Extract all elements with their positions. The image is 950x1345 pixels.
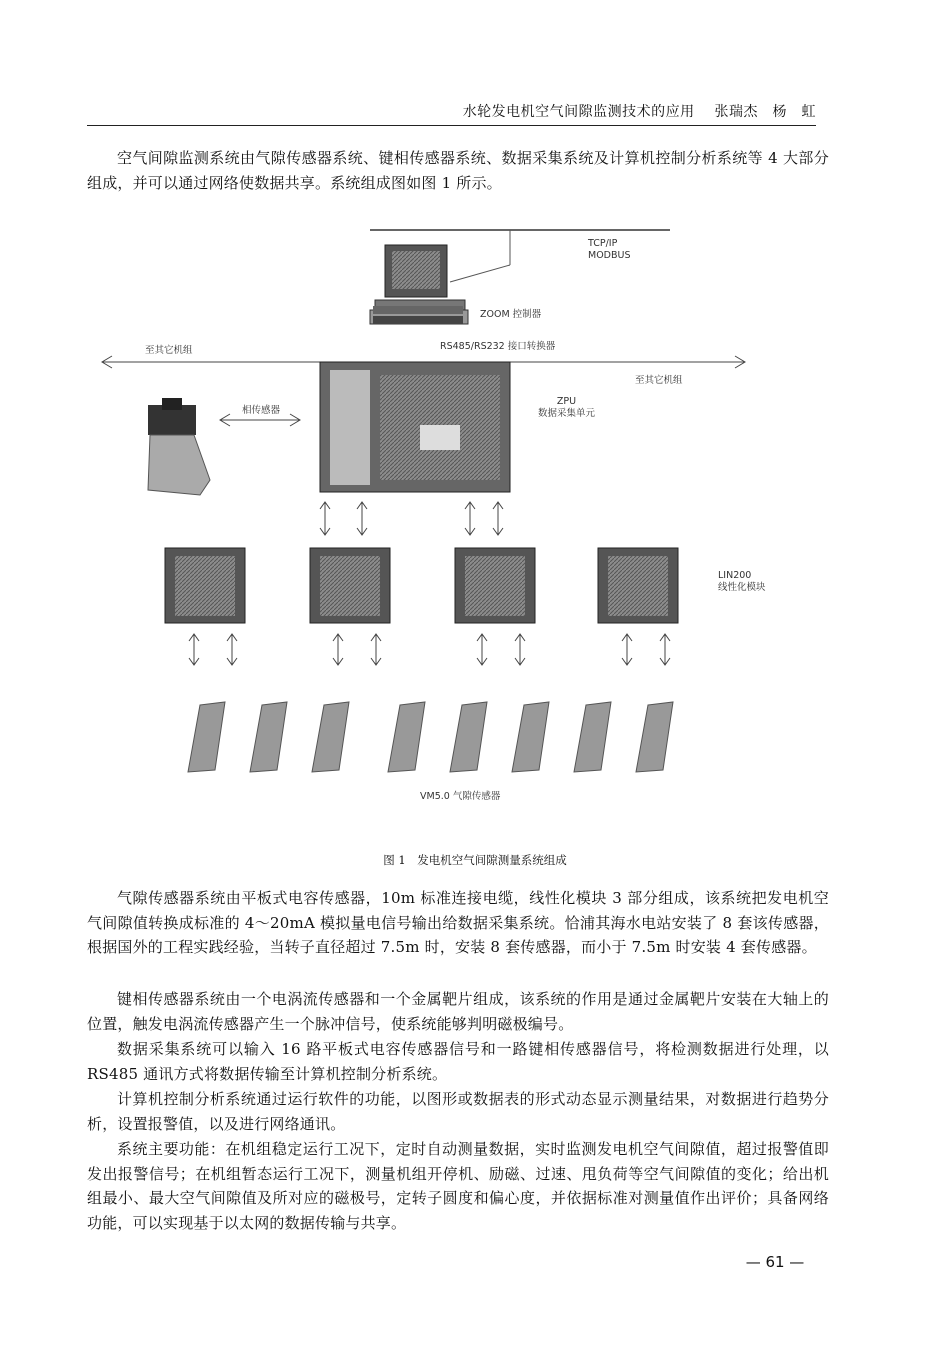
paragraph-computer-analysis: 计算机控制分析系统通过运行软件的功能，以图形或数据表的形式动态显示测量结果，对数据进行趋势分析，设置报警值，以及进行网络通讯。 — [87, 1090, 829, 1133]
label-lin200: LIN200 线性化模块 — [718, 570, 766, 593]
vm50-gap-sensor-icons — [188, 702, 673, 772]
figure-caption: 图 1 发电机空气间隙测量系统组成 — [383, 853, 567, 867]
paragraph-acquisition: 数据采集系统可以输入 16 路平板式电容传感器信号和一路键相传感器信号，将检测数据进行处理，以 RS485 通讯方式将数据传输至计算机控制分析系统。 — [87, 1040, 829, 1083]
label-to-other-right: 至其它机组 — [635, 375, 683, 386]
running-head — [87, 101, 816, 121]
running-title: 水轮发电机空气间隙监测技术的应用 — [462, 104, 695, 120]
paragraph-key-phase: 键相传感器系统由一个电涡流传感器和一个金属靶片组成，该系统的作用是通过金属靶片安装在大轴上的位置，触发电涡流传感器产生一个脉冲信号，使系统能够判明磁极编号。 — [87, 990, 829, 1033]
arrows-linearizer-to-sensors — [189, 634, 670, 665]
lin200-module-icons — [165, 548, 678, 623]
page-number: — 61 — — [745, 1253, 805, 1271]
header-rule — [87, 125, 816, 126]
figure-system-diagram — [90, 210, 770, 825]
paragraph-intro: 空气间隙监测系统由气隙传感器系统、键相传感器系统、数据采集系统及计算机控制分析系统等 4 大部分组成，并可以通过网络使数据共享。系统组成图如图 1 所示。 — [87, 149, 829, 192]
label-to-other-left: 至其它机组 — [145, 345, 193, 356]
label-controller: ZOOM 控制器 — [480, 309, 542, 320]
arrows-zpu-to-linearizer — [320, 502, 503, 535]
label-zpu: ZPU 数据采集单元 — [538, 396, 596, 419]
label-converter: RS485/RS232 接口转换器 — [440, 341, 556, 352]
label-key-sensor: 相传感器 — [242, 405, 281, 416]
paragraph-main-functions: 系统主要功能：在机组稳定运行工况下，定时自动测量数据，实时监测发电机空气间隙值，超过报警值即发出报警信号；在机组暂态运行工况下，测量机组开停机、励磁、过速、甩负荷等空气间隙值的变化；给出机组最小、最大空气间隙值及所对应的磁极号，定转子圆度和偏心度，并依据标准对测量值作出评价；具备网络功能，可以实现基于以太网的数据传输与共享。 — [87, 1140, 829, 1232]
key-phase-sensor-icon — [148, 398, 210, 495]
zpu-cabinet-icon — [320, 362, 510, 492]
paragraph-gap-sensor: 气隙传感器系统由平板式电容传感器，10m 标准连接电缆，线性化模块 3 部分组成，该系统把发电机空气间隙值转换成标准的 4～20mA 模拟量电信号输出给数据采集系统。恰浦其海水电站安装了 8 套该传感器，根据国外的工程实践经验，当转子直径超过 7.5m 时，安装 8 套传感器，而小于 7.5m 时安装 4 套传感器。 — [87, 889, 829, 956]
authors: 张瑞杰 杨 虹 — [714, 104, 816, 120]
label-vm50: VM5.0 气隙传感器 — [420, 791, 501, 802]
system-diagram-svg — [90, 210, 770, 825]
label-network: TCP/IP MODBUS — [588, 238, 631, 261]
